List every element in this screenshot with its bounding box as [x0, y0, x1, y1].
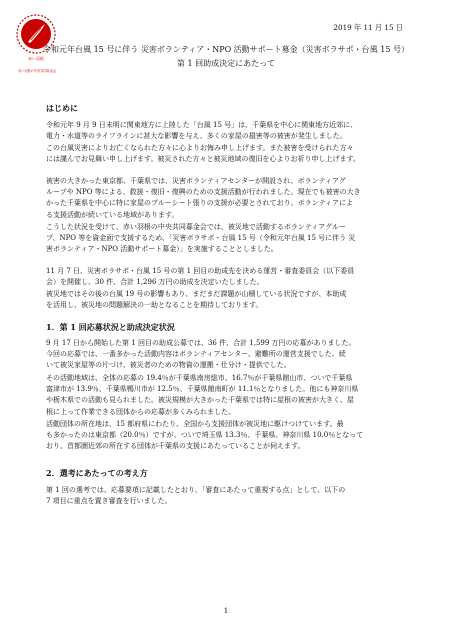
intro-heading: はじめに	[46, 103, 78, 113]
text-line: かった千葉県を中心に特に家屋のブルーシート張りの支援が必要とされており、ボランティアによ	[46, 199, 354, 208]
intro-paragraph-1	[46, 120, 406, 142]
document-subtitle: 第 1 回助成決定にあたって	[176, 59, 276, 68]
text-line: も多かったのは東京都（20.0％）ですが、ついで埼玉県 13.3％、千葉県、神奈川県 10.0％となって	[46, 431, 364, 440]
text-line: 被害の大きかった東京都、千葉県では、災害ボランティアセンターが開設され、ボランティアグ	[46, 177, 346, 185]
text-line: 11 月 7 日、災害ボラサポ・台風 15 号の第 1 回目の助成先を決める運営・審査委員会（以下委員	[46, 267, 355, 275]
intro-paragraph-3	[46, 176, 406, 221]
text-line: 9 月 17 日から開始した第 1 回目の助成公募では、36 件、合計 1,599 万円の応募がありました。	[46, 339, 356, 347]
intro-paragraph-6	[46, 289, 406, 311]
text-line: 今回の応募では、一番多かった活動内容はボランティアセンター、避難所の運営支援でした。続	[46, 350, 346, 359]
text-line: おり、首都圏近郊の所在する団体が千葉県の支援にあたっていることが伺えます。	[46, 442, 305, 451]
intro-paragraph-4	[46, 222, 406, 256]
section-1-paragraph-3	[46, 419, 406, 453]
text-line: 会）を開催し、30 件、合計 1,296 万円の助成を決定いたしました。	[46, 278, 264, 287]
text-line: 電力・水道等のライフラインに甚大な影響を与え、多くの家屋の損害等の被害が発生しました。	[46, 132, 347, 141]
text-line: 根に上って作業できる団体からの応募が多くみられました。	[46, 407, 235, 416]
document-title: 令和元年台風 15 号に伴う 災害ボランティア・NPO 活動サポート募金（災害ボラサポ・台風 15 号）	[43, 45, 409, 54]
section-1-paragraph-1	[46, 338, 406, 372]
text-line: こうした状況を受けて、赤い羽根の中央共同募金会では、被災地で活動するボランティアグルー	[46, 223, 346, 231]
section-1-paragraph-2	[46, 373, 406, 418]
text-line: この台風災害によりお亡くなられた方々に心よりお悔み申し上げます。また被害を受けられた方々	[46, 144, 354, 152]
text-line: いて被災家屋等の片づけ、被災者のための物資の運搬・仕分け・提供でした。	[46, 361, 291, 370]
text-line: その活動地域は、全体の応募の 19.4％が千葉県南房総市、16.7％が千葉県館山市、ついで千葉県	[46, 374, 353, 382]
section-2-heading: 2．選考にあたっての考え方	[46, 468, 148, 478]
text-line: 令和元年 9 月 9 日未明に関東地方に上陸した「台風 15 号」は、千葉県を中心に関東地方近郊に、	[46, 121, 358, 129]
text-line: 被災地ではその後の台風 19 号の影響もあり、まだまだ課題が山積している状況ですが、本助成	[46, 290, 347, 298]
text-line: 害ボランティア・NPO 活動サポート募金）」を実施することとしました。	[46, 245, 278, 254]
text-line: 第 1 回の選考では、応募要項に記載したとおり、「審査にあたって重視する点」として、以下の	[46, 486, 346, 494]
text-line: る支援活動が続いている地域があります。	[46, 210, 179, 219]
text-line: ループや NPO 等による、救援・復旧・復興のための支援活動が行われました。現在でも被害の大き	[46, 188, 361, 197]
text-line: には謹んでお見舞い申し上げます。被災された方々と被災地域の復旧を心よりお祈り申し上げます。	[46, 155, 360, 164]
section-1-heading: 1．第 1 回応募状況と助成決定状況	[46, 322, 175, 332]
intro-paragraph-5	[46, 266, 406, 288]
text-line: 活動団体の所在地は、15 都府県にわたり、全国から支援団体が被災地に駆けつけています。最	[46, 420, 344, 428]
text-line: 富津市が 13.9％、千葉県鴨川市が 12.5％、千葉県館南町が 11.1％となりました。他にも神奈川県	[46, 385, 359, 394]
text-line: や栃木県での活動も見られました。被災規模が大きかった千葉県では特に屋根の被害が大きく、屋	[46, 396, 354, 405]
svg-text:赤い羽根: 赤い羽根	[28, 56, 44, 61]
section-2-paragraph-1	[46, 485, 406, 507]
text-line: 7 項目に重点を置き審査を行いました。	[46, 497, 172, 506]
document-date: 2019 年 11 月 15 日	[333, 23, 403, 32]
text-line: を活用し、被災地の問題解決の一助となることを期待しております。	[46, 301, 263, 310]
page-number: 1	[223, 607, 229, 615]
text-line: プ、NPO 等を資金面で支援するため、「災害ボラサポ・台風 15 号（令和元年台風 15 号に伴う 災	[46, 234, 356, 243]
logo-caption: 赤い羽根の中央共同募金会	[17, 69, 57, 73]
intro-paragraph-2	[46, 143, 406, 165]
